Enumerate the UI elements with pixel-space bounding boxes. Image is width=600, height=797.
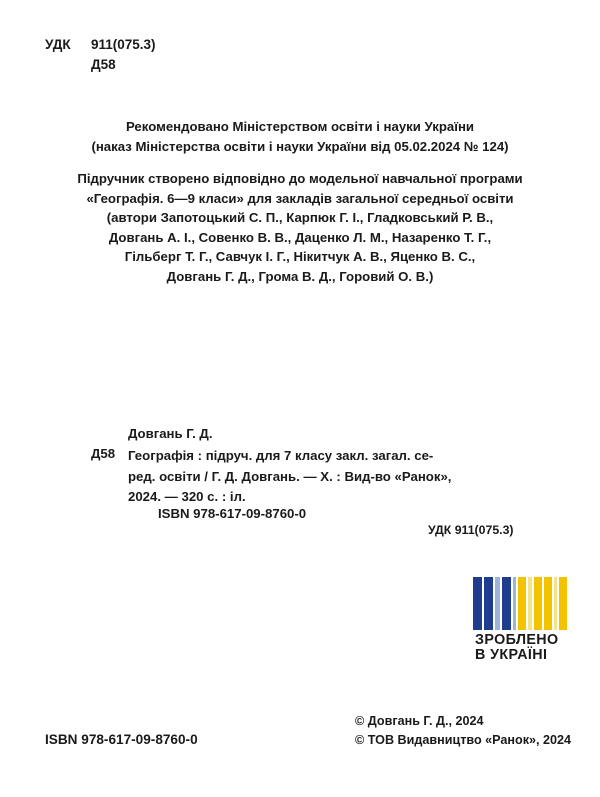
footer-isbn: ISBN 978-617-09-8760-0 xyxy=(45,732,198,747)
logo-stripe xyxy=(518,577,526,630)
copyright-author: © Довгань Г. Д., 2024 xyxy=(355,714,484,728)
card-udc: УДК 911(075.3) xyxy=(428,523,514,537)
program-note-line: Гільберг Т. Г., Савчук І. Г., Нікитчук А. В., Яценко В. С., xyxy=(124,249,476,265)
program-note-line: Довгань А. І., Совенко В. В., Даценко Л. М., Назаренко Т. Г., xyxy=(108,229,492,245)
card-author: Довгань Г. Д. xyxy=(128,426,213,441)
author-mark: Д58 xyxy=(91,57,116,72)
logo-stripe xyxy=(534,577,542,630)
card-description-line: ред. освіти / Г. Д. Довгань. — Х. : Вид-во «Ранок», xyxy=(128,468,452,484)
card-mark: Д58 xyxy=(91,446,116,461)
logo-stripe xyxy=(554,577,557,630)
logo-stripe xyxy=(528,577,532,630)
logo-stripe xyxy=(559,577,567,630)
made-in-ukraine-logo xyxy=(473,577,568,630)
udc-label: УДК xyxy=(45,37,71,52)
copyright-publisher: © ТОВ Видавництво «Ранок», 2024 xyxy=(355,733,572,747)
made-in-ukraine-line: В УКРАЇНІ xyxy=(475,647,548,663)
logo-stripe xyxy=(473,577,482,630)
recommendation-line: (наказ Міністерства освіти і науки України від 05.02.2024 № 124) xyxy=(91,138,509,154)
program-note xyxy=(0,169,600,287)
logo-stripe xyxy=(513,577,516,630)
card-description-line: 2024. — 320 с. : іл. xyxy=(128,489,246,504)
made-in-ukraine-line: ЗРОБЛЕНО xyxy=(475,632,559,648)
recommendation xyxy=(0,117,600,156)
logo-stripe xyxy=(495,577,500,630)
made-in-ukraine-text xyxy=(475,633,559,663)
card-description xyxy=(128,446,451,508)
recommendation-line: Рекомендовано Міністерством освіти і науки України xyxy=(125,119,475,134)
program-note-line: «Географія. 6—9 класи» для закладів загальної середньої освіти xyxy=(86,190,514,206)
program-note-line: Довгань Г. Д., Грома В. Д., Горовий О. В.) xyxy=(166,268,434,284)
logo-stripe xyxy=(484,577,493,630)
logo-stripe xyxy=(502,577,511,630)
udc-code: 911(075.3) xyxy=(91,37,156,52)
logo-stripe xyxy=(544,577,552,630)
card-isbn: ISBN 978-617-09-8760-0 xyxy=(158,506,307,521)
program-note-line: Підручник створено відповідно до модельної навчальної програми xyxy=(77,171,523,186)
card-description-line: Географія : підруч. для 7 класу закл. загал. се- xyxy=(128,448,434,463)
program-note-line: (автори Запотоцький С. П., Карпюк Г. І., Гладковський Р. В., xyxy=(106,210,494,226)
